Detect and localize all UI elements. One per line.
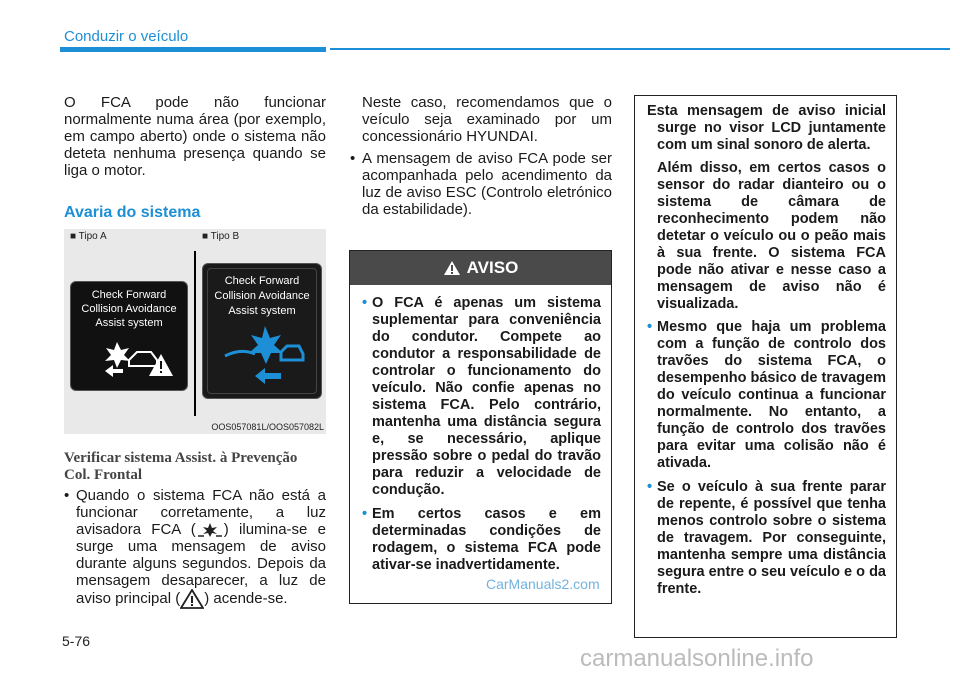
watermark-large: carmanualsonline.info [580, 645, 814, 672]
watermark-small: CarManuals2.com [486, 576, 600, 592]
warning-header [350, 251, 611, 285]
collision-warning-icon [99, 338, 173, 378]
list-item [64, 487, 326, 609]
bullet-text-part-2: ) ilumina-se e surge uma mensagem de aviso durante alguns segundos. Depois da mensagem desaparecer, a luz de aviso principal ( [76, 521, 327, 607]
lcd-screen-type-b [202, 263, 322, 399]
list-item: • Se o veículo à sua frente parar de repente, é possível que tenha menos controlo sobre o sistema de travagem. Por conseguinte, mantenha sempre uma distância segura entre o seu veículo e o da frente. [647, 479, 886, 598]
figure-label-type-a: ■ Tipo A [70, 231, 107, 242]
info-paragraph-1: Esta mensagem de aviso inicial surge no visor LCD juntamente com um sinal sonoro de alerta. [647, 103, 886, 153]
screen-a-line-1: Check Forward [91, 289, 167, 301]
header-rule-thick [60, 47, 326, 52]
column-1-bullet-list [64, 487, 326, 609]
header-rule-thin [330, 48, 950, 50]
list-item: • Em certos casos e em determinadas condições de rodagem, o sistema FCA pode ativar-se inadvertidamente. [362, 506, 601, 574]
subsection-heading: Verificar sistema Assist. à Prevenção Col. Frontal [64, 450, 298, 483]
page-header-title: Conduzir o veículo [64, 28, 189, 45]
screen-b-line-3: Assist system [228, 305, 296, 317]
list-item: • O FCA é apenas um sistema suplementar para conveniência do condutor. Compete ao condutor a responsabilidade de controlar o funcionamento do veículo. Não confie apenas no sistema FCA. Pelo contrário, mantenha uma distância segura e, se necessário, aplique pressão sobre o pedal do travão para reduzir a velocidade de condução. [362, 295, 601, 499]
section-heading: Avaria do sistema [64, 204, 201, 221]
warning-display-figure [64, 229, 326, 434]
fca-warning-light-icon [196, 522, 224, 538]
screen-a-line-3: Assist system [95, 317, 163, 329]
warning-box [349, 250, 612, 604]
intro-paragraph: O FCA pode não funcionar normalmente numa área (por exemplo, em campo aberto) onde o sistema não deteta nenhuma presença quando se liga o motor. [64, 94, 326, 179]
collision-warning-icon-blue [221, 326, 305, 384]
column-2-text [350, 94, 612, 218]
info-paragraph-2: Além disso, em certos casos o sensor do radar dianteiro ou o sistema de câmara de reconhecimento podem não detetar o veículo ou o peão mais à sua frente. O sistema FCA pode não ativar e nesse caso a mensagem de aviso não é visualizada. [657, 160, 886, 312]
bullet-text-part-1: Quando o sistema FCA não está a funcionar corretamente, a luz avisadora FCA ( [76, 487, 326, 538]
master-warning-light-icon [180, 589, 204, 609]
information-box [634, 95, 897, 638]
figure-divider [194, 251, 196, 416]
col2-intro-paragraph: Neste caso, recomendamos que o veículo seja examinado por um concessionário HYUNDAI. [362, 94, 612, 145]
list-item: • Mesmo que haja um problema com a função de controlo dos travões do sistema FCA, o desempenho básico de travagem do veículo continua a funcionar normalmente. No entanto, a função de controlo dos travões para evitar uma colisão não é ativada. [647, 319, 886, 472]
figure-label-type-b: ■ Tipo B [202, 231, 240, 242]
screen-b-line-2: Collision Avoidance [214, 290, 310, 302]
lcd-screen-type-a [70, 281, 188, 391]
warning-title: AVISO [466, 258, 519, 277]
screen-b-line-1: Check Forward [224, 275, 300, 287]
figure-code: OOS057081L/OOS057082L [211, 422, 324, 432]
bullet-text-part-3: ) acende-se. [204, 590, 288, 607]
screen-a-line-2: Collision Avoidance [81, 303, 177, 315]
list-item: • A mensagem de aviso FCA pode ser acompanhada pelo acendimento da luz de aviso ESC (Controlo eletrónico da estabilidade). [350, 150, 612, 218]
warning-triangle-icon [443, 260, 461, 276]
column-1-intro [64, 94, 326, 179]
page-number: 5-76 [62, 633, 91, 649]
